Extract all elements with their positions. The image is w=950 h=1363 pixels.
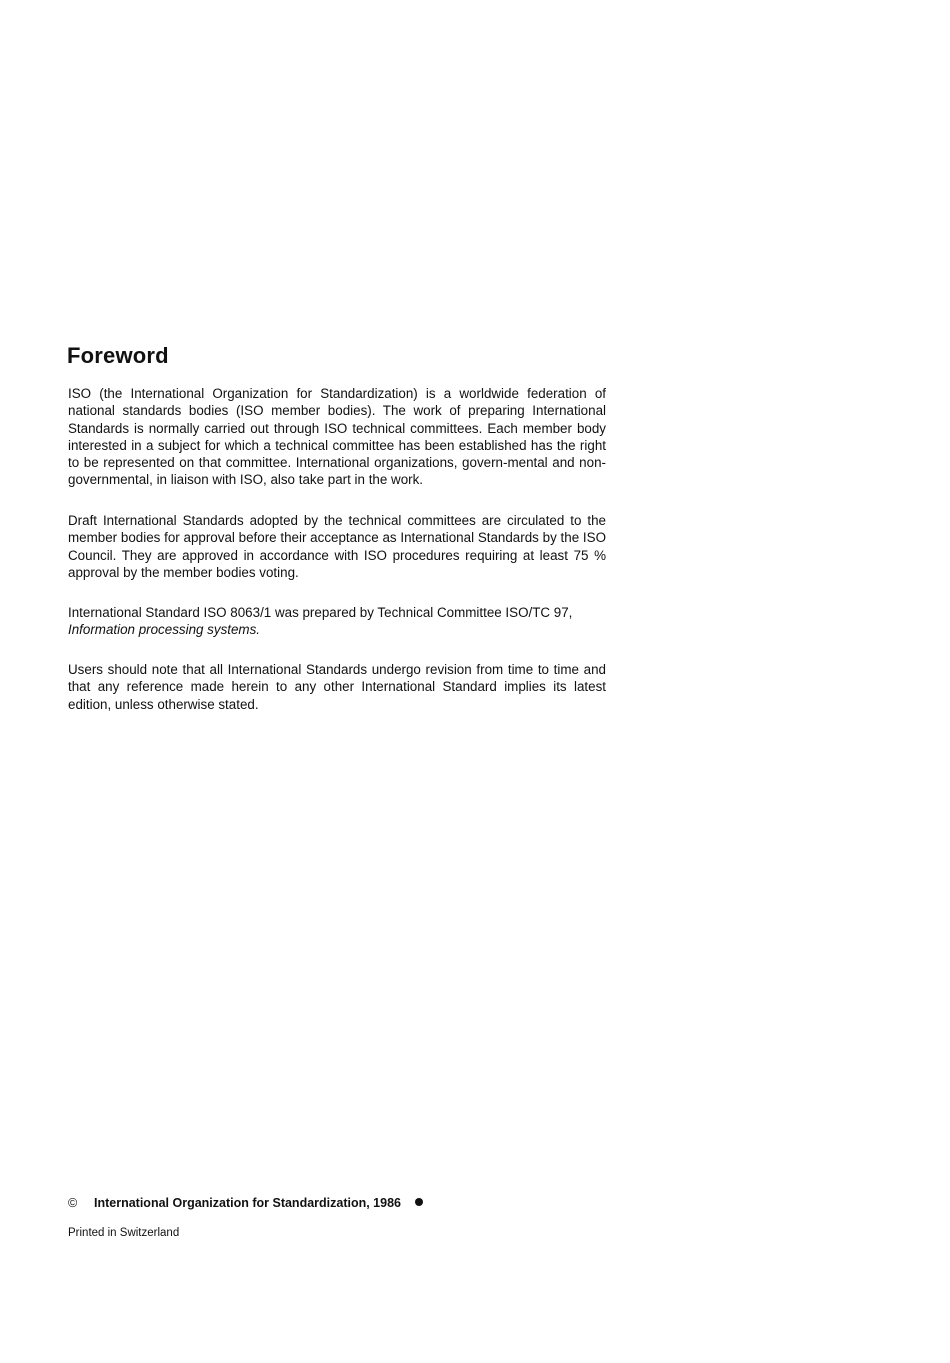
printed-location: Printed in Switzerland — [68, 1227, 180, 1239]
copyright-notice — [68, 1196, 423, 1210]
foreword-paragraph-1: ISO (the International Organization for Standardization) is a worldwide federation of national standards bodies (ISO member bodies). The work of preparing International Standards is normally carried out through ISO technical committees. Each member body interested in a subject for which a technical committee has been established has the right to be represented on that committee. International organizations, govern-mental and non-governmental, in liaison with ISO, also take part in the work. — [68, 386, 606, 488]
page-title: Foreword — [67, 343, 169, 368]
bullet-icon — [415, 1198, 423, 1206]
copyright-symbol: © — [68, 1196, 78, 1210]
foreword-paragraph-3 — [68, 604, 606, 639]
foreword-paragraph-4: Users should note that all International Standards undergo revision from time to time and that any reference made herein to any other International Standard implies its latest edition, unless otherwise stated. — [68, 662, 606, 712]
standard-preparation-text: International Standard ISO 8063/1 was prepared by Technical Committee ISO/TC 97, — [68, 605, 573, 620]
foreword-paragraph-2: Draft International Standards adopted by the technical committees are circulated to the member bodies for approval before their acceptance as International Standards by the ISO Council. They are approved in accordance with ISO procedures requiring at least 75 % approval by the member bodies voting. — [68, 513, 606, 580]
copyright-text: International Organization for Standardization, 1986 — [94, 1196, 401, 1210]
committee-title: Information processing systems. — [68, 622, 261, 638]
